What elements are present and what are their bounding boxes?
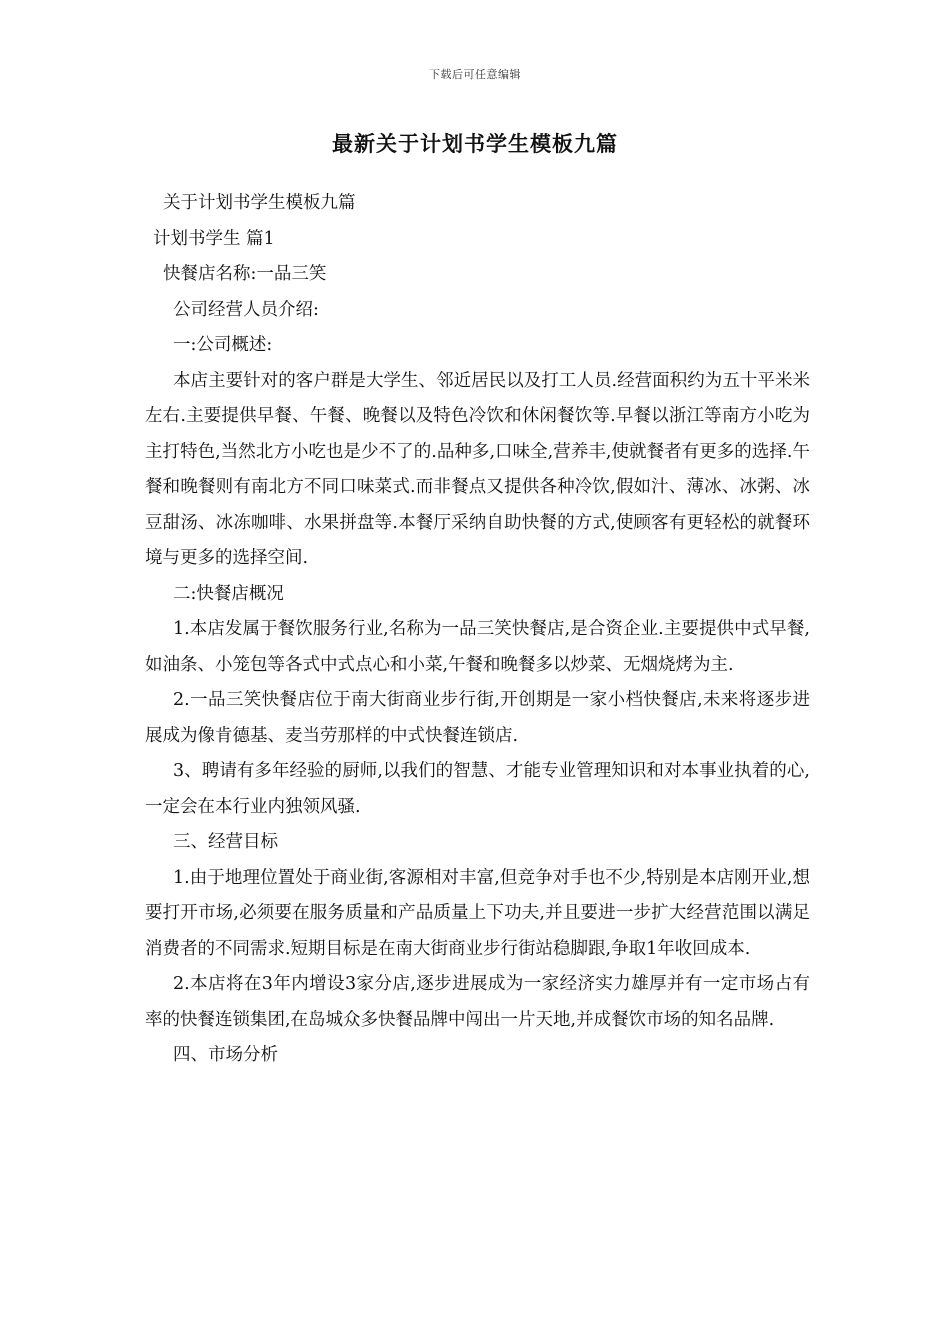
document-body: [145, 186, 810, 1074]
header-note: 下载后可任意编辑: [429, 68, 521, 81]
paragraph-profile-1: 1.本店发属于餐饮服务行业,名称为一品三笑快餐店,是合资企业.主要提供中式早餐,如油条、小笼包等各式中式点心和小菜,午餐和晚餐多以炒菜、无烟烧烤为主.: [145, 619, 810, 675]
heading-shop-profile: 二:快餐店概况: [173, 583, 284, 604]
paragraph-profile-2: 2.一品三笑快餐店位于南大街商业步行街,开创期是一家小档快餐店,未来将逐步进展成为像肯德基、麦当劳那样的中式快餐连锁店.: [145, 690, 810, 746]
heading-business-goals: 三、经营目标: [173, 832, 278, 852]
section-heading: 计划书学生 篇1: [153, 228, 275, 249]
paragraph-profile-3: 3、聘请有多年经验的厨师,以我们的智慧、才能专业管理知识和对本事业执着的心,一定会在本行业内独领风骚.: [145, 761, 810, 817]
heading-market-analysis: 四、市场分析: [173, 1045, 278, 1065]
document-title: 最新关于计划书学生模板九篇: [332, 131, 618, 156]
document-subtitle: 关于计划书学生模板九篇: [163, 193, 356, 213]
heading-overview: 一:公司概述:: [173, 335, 273, 355]
shop-name-line: 快餐店名称:一品三笑: [163, 264, 327, 284]
paragraph-overview: 本店主要针对的客户群是大学生、邻近居民以及打工人员.经营面积约为五十平米米左右.主要提供早餐、午餐、晚餐以及特色冷饮和休闲餐饮等.早餐以浙江等南方小吃为主打特色,当然北方小吃也是少不了的.品种多,口味全,营养丰,使就餐者有更多的选择.午餐和晚餐则有南北方不同口味菜式.而非餐点又提供各种冷饮,假如汁、薄冰、冰粥、冰豆甜汤、冰冻咖啡、水果拼盘等.本餐厅采纳自助快餐的方式,使顾客有更轻松的就餐环境与更多的选择空间.: [145, 370, 810, 568]
paragraph-goals-1: 1.由于地理位置处于商业街,客源相对丰富,但竞争对手也不少,特别是本店刚开业,想要打开市场,必须要在服务质量和产品质量上下功夫,并且要进一步扩大经营范围以满足消费者的不同需求.短期目标是在南大街商业步行街站稳脚跟,争取1年收回成本.: [145, 867, 810, 959]
staff-intro-line: 公司经营人员介绍:: [173, 299, 319, 320]
paragraph-goals-2: 2.本店将在3年内增设3家分店,逐步进展成为一家经济实力雄厚并有一定市场占有率的快餐连锁集团,在岛城众多快餐品牌中闯出一片天地,并成餐饮市场的知名品牌.: [145, 974, 810, 1030]
